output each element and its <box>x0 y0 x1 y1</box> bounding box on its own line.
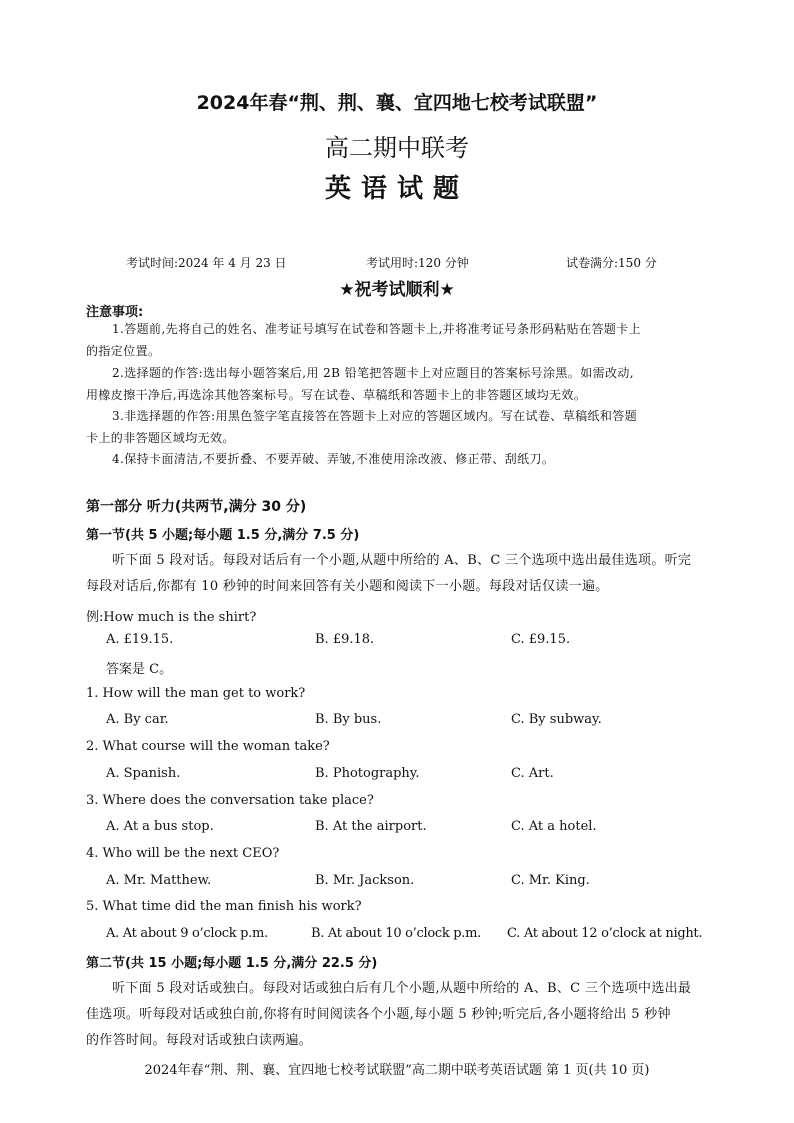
good-luck-banner: ★祝考试顺利★ <box>339 280 455 300</box>
example-option-c: C. £9.15. <box>511 632 571 647</box>
note-text: 3.非选择题的作答:用黑色签字笔直接答在答题卡上对应的答题区域内。写在试卷、草稿纸和答题 <box>112 409 638 423</box>
note-item <box>86 318 712 362</box>
question-5: 5. What time did the man finish his work? <box>86 899 362 914</box>
exam-subtitle: 高二期中联考 <box>325 134 469 162</box>
example-option-b: B. £9.18. <box>315 632 375 647</box>
question-5-option-a: A. At about 9 o’clock p.m. <box>106 926 268 941</box>
instructions-line: 听下面 5 段对话或独白。每段对话或独白后有几个小题,从题中所给的 A、B、C 三个选项中选出最 <box>112 981 692 996</box>
question-3-option-b: B. At the airport. <box>315 819 427 834</box>
exam-duration: 考试用时:120 分钟 <box>366 256 469 270</box>
question-3-option-a: A. At a bus stop. <box>106 819 214 834</box>
section-two-heading: 第二节(共 15 小题;每小题 1.5 分,满分 22.5 分) <box>86 956 378 971</box>
instructions-line: 佳选项。听每段对话或独白前,你将有时间阅读各个小题,每小题 5 秒钟;听完后,各小题将给出 5 秒钟 <box>86 1007 671 1022</box>
full-score: 试卷满分:150 分 <box>566 256 657 270</box>
note-item <box>86 362 712 406</box>
notes-heading: 注意事项: <box>86 305 144 320</box>
part-one-heading: 第一部分 听力(共两节,满分 30 分) <box>86 499 307 515</box>
section-one-heading: 第一节(共 5 小题;每小题 1.5 分,满分 7.5 分) <box>86 528 360 543</box>
exam-date: 考试时间:2024 年 4 月 23 日 <box>126 256 287 270</box>
question-3: 3. Where does the conversation take place? <box>86 793 374 808</box>
instructions-line: 每段对话后,你都有 10 秒钟的时间来回答有关小题和阅读下一小题。每段对话仅读一遍。 <box>86 579 609 594</box>
question-1: 1. How will the man get to work? <box>86 686 306 701</box>
question-3-option-c: C. At a hotel. <box>511 819 597 834</box>
instructions-line: 听下面 5 段对话。每段对话后有一个小题,从题中所给的 A、B、C 三个选项中选出最佳选项。听完 <box>112 553 692 568</box>
question-1-option-c: C. By subway. <box>511 712 602 727</box>
note-text: 4.保持卡面清洁,不要折叠、不要弄破、弄皱,不准使用涂改液、修正带、刮纸刀。 <box>112 452 555 466</box>
example-answer: 答案是 C。 <box>106 662 173 677</box>
note-text-cont: 用橡皮擦干净后,再选涂其他答案标号。写在试卷、草稿纸和答题卡上的非答题区域均无效。 <box>86 388 587 402</box>
question-5-option-b: B. At about 10 o’clock p.m. <box>311 926 481 941</box>
note-text: 1.答题前,先将自己的姓名、准考证号填写在试卷和答题卡上,并将准考证号条形码粘贴在答题卡上 <box>112 322 642 336</box>
question-2-option-a: A. Spanish. <box>106 766 181 781</box>
question-2: 2. What course will the woman take? <box>86 739 330 754</box>
note-text-cont: 卡上的非答题区域均无效。 <box>86 431 235 445</box>
question-4-option-a: A. Mr. Matthew. <box>106 873 212 888</box>
exam-alliance-title: 2024年春“荆、荆、襄、宜四地七校考试联盟” <box>196 92 598 114</box>
question-4: 4. Who will be the next CEO? <box>86 846 280 861</box>
question-1-option-b: B. By bus. <box>315 712 382 727</box>
instructions-line: 的作答时间。每段对话或独白读两遍。 <box>86 1033 313 1048</box>
example-question: 例:How much is the shirt? <box>86 610 257 625</box>
section-two-instructions <box>86 976 712 1054</box>
question-1-option-a: A. By car. <box>106 712 169 727</box>
question-2-option-b: B. Photography. <box>315 766 420 781</box>
section-one-instructions <box>86 548 712 600</box>
page-footer: 2024年春“荆、荆、襄、宜四地七校考试联盟”高二期中联考英语试题 第 1 页(共 10 页) <box>144 1063 650 1078</box>
example-option-a: A. £19.15. <box>106 632 174 647</box>
question-4-option-c: C. Mr. King. <box>511 873 590 888</box>
question-2-option-c: C. Art. <box>511 766 554 781</box>
note-item <box>86 448 712 470</box>
note-text-cont: 的指定位置。 <box>86 344 161 358</box>
question-5-option-c: C. At about 12 o’clock at night. <box>507 926 703 941</box>
subject-title: 英语试题 <box>324 174 469 204</box>
question-4-option-b: B. Mr. Jackson. <box>315 873 415 888</box>
note-item <box>86 405 712 449</box>
note-text: 2.选择题的作答:选出每小题答案后,用 2B 铅笔把答题卡上对应题目的答案标号涂黑。如需改动, <box>112 366 635 380</box>
